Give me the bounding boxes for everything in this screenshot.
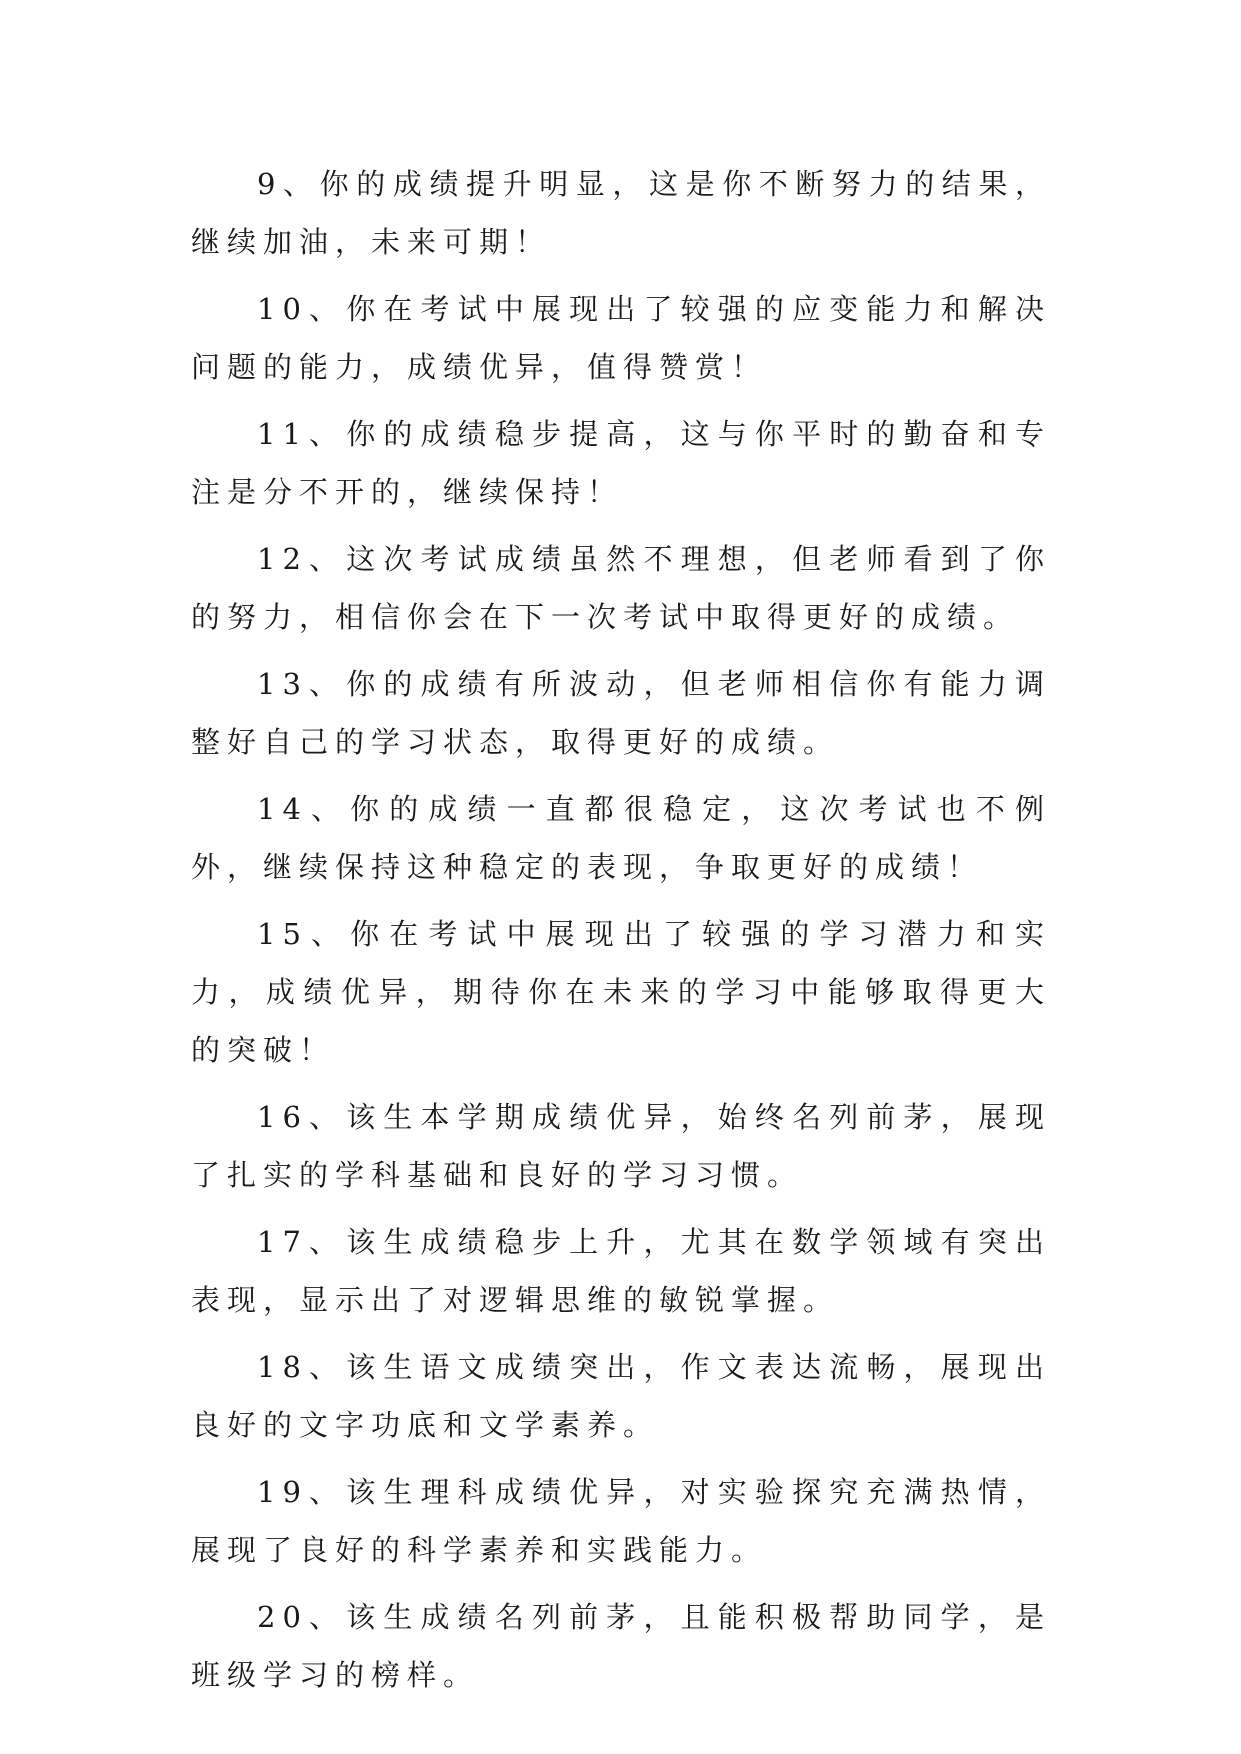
comment-paragraph-18: 18、该生语文成绩突出，作文表达流畅，展现出良好的文字功底和文学素养。 [191,1350,1051,1442]
comment-paragraph-17: 17、该生成绩稳步上升，尤其在数学领域有突出表现，显示出了对逻辑思维的敏锐掌握。 [191,1225,1051,1317]
comment-paragraph-15: 15、你在考试中展现出了较强的学习潜力和实力，成绩优异，期待你在未来的学习中能够取得更大的突破！ [191,917,1051,1067]
comment-paragraph-11: 11、你的成绩稳步提高，这与你平时的勤奋和专注是分不开的，继续保持！ [191,417,1051,509]
comment-paragraph-13: 13、你的成绩有所波动，但老师相信你有能力调整好自己的学习状态，取得更好的成绩。 [191,667,1051,759]
comment-paragraph-9: 9、你的成绩提升明显，这是你不断努力的结果，继续加油，未来可期！ [191,167,1051,259]
document-body [191,155,1051,1713]
comment-paragraph-20: 20、该生成绩名列前茅，且能积极帮助同学，是班级学习的榜样。 [191,1600,1051,1692]
comment-paragraph-16: 16、该生本学期成绩优异，始终名列前茅，展现了扎实的学科基础和良好的学习习惯。 [191,1100,1051,1192]
comment-paragraph-10: 10、你在考试中展现出了较强的应变能力和解决问题的能力，成绩优异，值得赞赏！ [191,292,1051,384]
comment-paragraph-19: 19、该生理科成绩优异，对实验探究充满热情，展现了良好的科学素养和实践能力。 [191,1475,1051,1567]
comment-paragraph-12: 12、这次考试成绩虽然不理想，但老师看到了你的努力，相信你会在下一次考试中取得更好的成绩。 [191,542,1051,634]
comment-paragraph-14: 14、你的成绩一直都很稳定，这次考试也不例外，继续保持这种稳定的表现，争取更好的成绩！ [191,792,1051,884]
